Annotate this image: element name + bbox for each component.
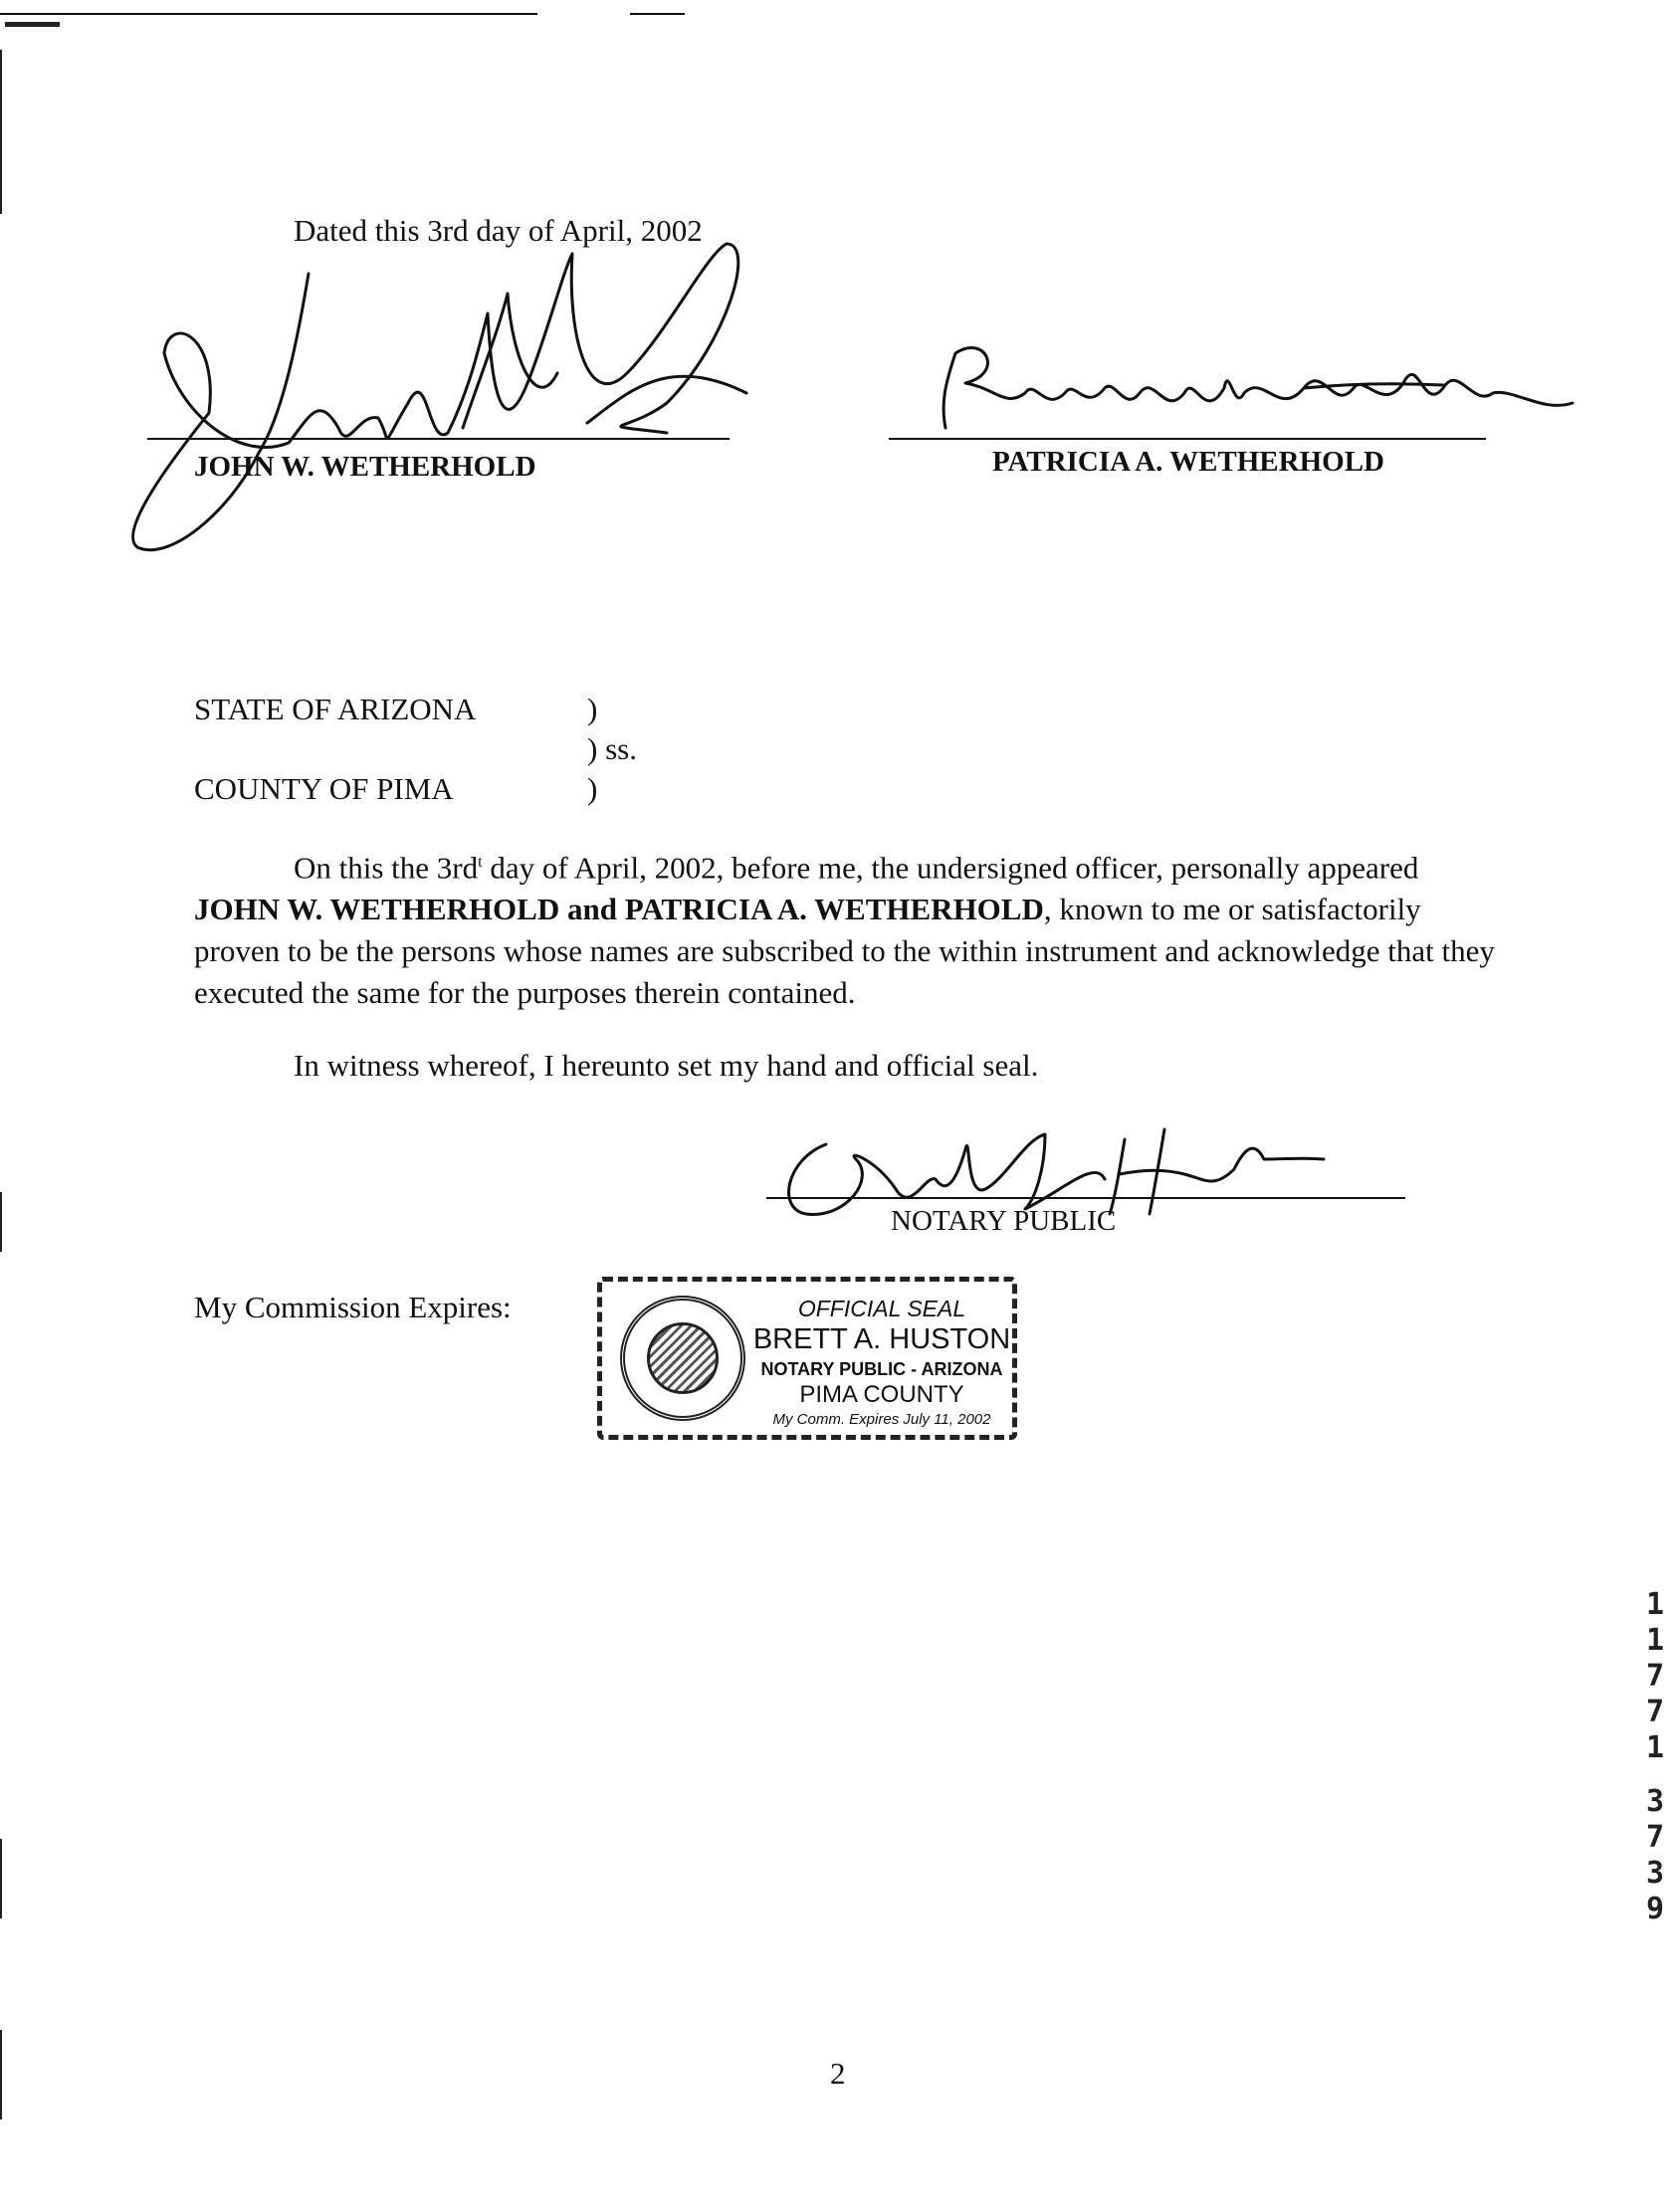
patricia-signature-line	[889, 438, 1486, 440]
scan-edge-line	[0, 1192, 2, 1252]
ack-superscript: t	[478, 854, 483, 871]
john-signature-line	[147, 438, 730, 440]
dated-line: Dated this 3rd day of April, 2002	[294, 213, 703, 248]
scan-mark	[5, 22, 60, 27]
witness-line: In witness whereof, I hereunto set my hand and official seal.	[294, 1048, 1039, 1083]
patricia-signature	[886, 333, 1582, 443]
page-number: 2	[830, 2056, 846, 2091]
scan-edge-line	[0, 50, 2, 214]
notary-signature-line	[766, 1197, 1405, 1199]
seal-expiration: My Comm. Expires July 11, 2002	[772, 1411, 991, 1428]
seal-notary-name: BRETT A. HUSTON	[752, 1323, 1011, 1355]
margin-recording-number: 1 1 7 7 1 3 7 3 9	[1645, 1587, 1665, 1926]
venue-paren-top: )	[587, 692, 598, 726]
john-name-label: JOHN W. WETHERHOLD	[194, 451, 536, 483]
ack-names: JOHN W. WETHERHOLD and PATRICIA A. WETHERHOLD	[194, 892, 1044, 927]
scan-edge-line	[0, 2030, 2, 2119]
ack-text-part1: On this the 3rd	[294, 850, 479, 886]
patricia-name-label: PATRICIA A. WETHERHOLD	[992, 446, 1384, 478]
seal-county: PIMA COUNTY	[799, 1381, 964, 1408]
ack-text-part2: day of April, 2002, before me, the undersigned officer, personally appeared	[482, 850, 1419, 886]
venue-state: STATE OF ARIZONA	[194, 692, 477, 726]
ack-text-part3: , known to me or satisfactorily proven to be the persons whose names are subscribed to the within instrument and acknowledge that they executed the same for the purposes therein contained.	[194, 892, 1495, 1011]
notary-public-label: NOTARY PUBLIC	[891, 1205, 1117, 1237]
acknowledgment-paragraph	[194, 842, 1498, 1014]
venue-ss: ) ss.	[587, 731, 637, 766]
commission-expires-label: My Commission Expires:	[194, 1290, 512, 1324]
official-seal-stamp	[597, 1277, 1017, 1440]
scan-edge-line	[0, 13, 537, 15]
scan-edge-line	[0, 1839, 2, 1918]
john-signature	[109, 214, 846, 572]
venue-paren-bottom: )	[587, 771, 598, 806]
state-seal-emblem-icon	[620, 1296, 745, 1421]
seal-role: NOTARY PUBLIC - ARIZONA	[760, 1359, 1003, 1379]
seal-title: OFFICIAL SEAL	[797, 1296, 966, 1321]
scan-edge-line	[630, 13, 685, 15]
venue-county: COUNTY OF PIMA	[194, 771, 454, 806]
